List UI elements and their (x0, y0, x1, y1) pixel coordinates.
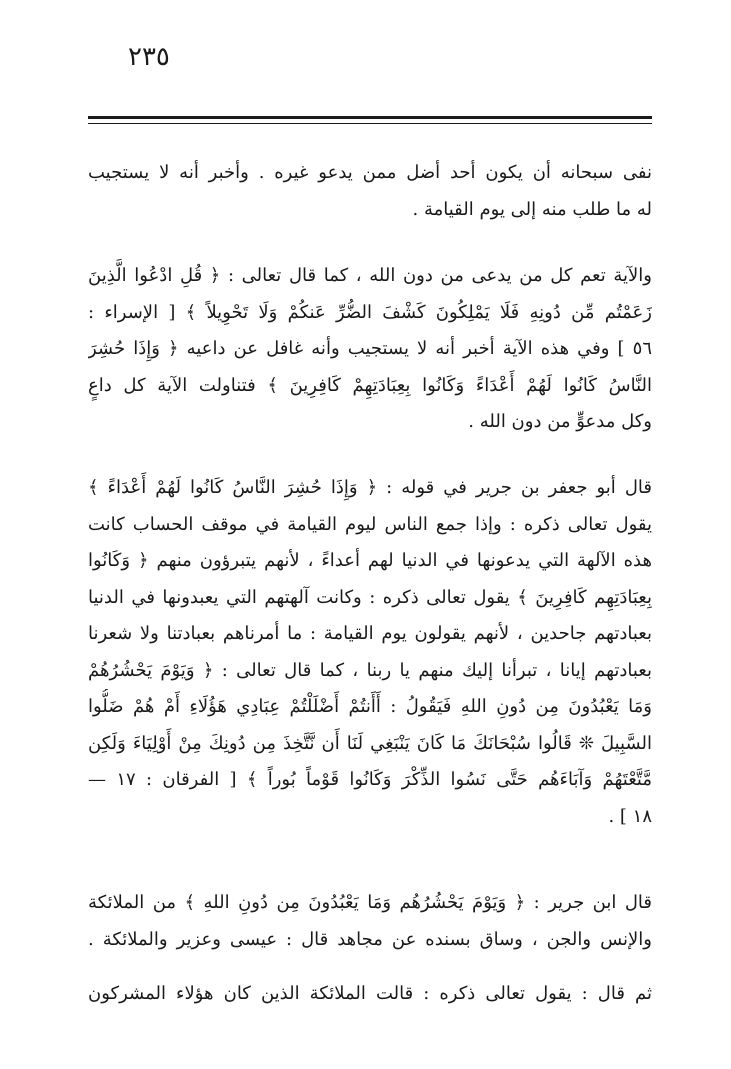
paragraph-2 (88, 258, 652, 441)
text-line: ثم قال : يقول تعالى ذكره : قالت الملائكة الذين كان هؤلاء المشركون (88, 983, 652, 1004)
paragraph-5 (88, 976, 652, 1013)
paragraph-3 (88, 470, 652, 835)
text-line: بِعِبَادَتِهِم كَافِرِينَ ﴾ يقول تعالى ذكره : وكانت آلهتهم التي يعبدونها في الدنيا (88, 586, 652, 608)
text-line: ١٨ ] . (608, 805, 652, 827)
paragraph-4 (88, 885, 652, 958)
text-line: زَعَمْتُم مِّن دُونِهِ فَلَا يَمْلِكُونَ كَشْفَ الضُّرِّ عَنكُمْ وَلَا تَحْوِيلاً ﴾ [ الإسراء : (88, 301, 652, 323)
text-line: قال أبو جعفر بن جرير في قوله : ﴿ وَإِذَا حُشِرَ النَّاسُ كَانُوا لَهُمْ أَعْدَاءً ﴾ (88, 477, 652, 498)
text-line: وكل مدعوٍّ من دون الله . (468, 411, 652, 432)
paragraph-1 (88, 155, 652, 228)
text-line: بعبادتهم جاحدين ، لأنهم يقولون يوم القيامة : ما أمرناهم بعبادتنا ولا شعرنا (88, 623, 652, 644)
text-line: نفى سبحانه أن يكون أحد أضل ممن يدعو غيره . وأخبر أنه لا يستجيب (88, 162, 652, 183)
header-rule-thick (88, 116, 652, 119)
header-rule-thin (88, 123, 652, 124)
text-line: ٥٦ ] وفي هذه الآية أخبر أنه لا يستجيب وأنه غافل عن داعيه ﴿ وَإِذَا حُشِرَ (88, 338, 652, 359)
page-number: ٢٣٥ (128, 42, 170, 72)
text-line: السَّبِيلَ ❊ قَالُوا سُبْحَانَكَ مَا كَانَ يَنْبَغِي لَنَا أَن نَّتَّخِذَ مِن دُونِكَ مِنْ أَوْلِيَاءَ وَلَكِن (88, 732, 652, 754)
text-line: والإنس والجن ، وساق بسنده عن مجاهد قال : عيسى وعزير والملائكة . (88, 928, 652, 950)
text-line: له ما طلب منه إلى يوم القيامة . (412, 198, 652, 220)
text-line: وَمَا يَعْبُدُونَ مِن دُونِ اللهِ فَيَقُولُ : أَأَنتُمْ أَضْلَلْتُمْ عِبَادِي هَؤُلَاءِ أَمْ هُمْ ضَلُّوا (88, 696, 652, 717)
text-line: يقول تعالى ذكره : وإذا جمع الناس ليوم القيامة في موقف الحساب كانت (88, 513, 652, 535)
text-line: النَّاسُ كَانُوا لَهُمْ أَعْدَاءً وَكَانُوا بِعِبَادَتِهِمْ كَافِرِينَ ﴾ فتناولت الآية كل داعٍ (88, 374, 652, 396)
text-line: قال ابن جرير : ﴿ وَيَوْمَ يَحْشُرُهُم وَمَا يَعْبُدُونَ مِن دُونِ اللهِ ﴾ من الملائكة (88, 892, 652, 913)
text-line: بعبادتهم إيانا ، تبرأنا إليك منهم يا ربنا ، كما قال تعالى : ﴿ وَيَوْمَ يَحْشُرُهُمْ (88, 659, 652, 681)
text-line: مَّتَّعْتَهُمْ وَآبَاءَهُم حَتَّى نَسُوا الذِّكْرَ وَكَانُوا قَوْماً بُوراً ﴾ [ الفرقان : ١٧ — (88, 769, 652, 790)
text-line: هذه الآلهة التي يدعونها في الدنيا لهم أعداءً ، لأنهم يتبرؤون منهم ﴿ وَكَانُوا (88, 550, 652, 571)
text-line: والآية تعم كل من يدعى من دون الله ، كما قال تعالى : ﴿ قُلِ ادْعُوا الَّذِينَ (88, 265, 652, 286)
